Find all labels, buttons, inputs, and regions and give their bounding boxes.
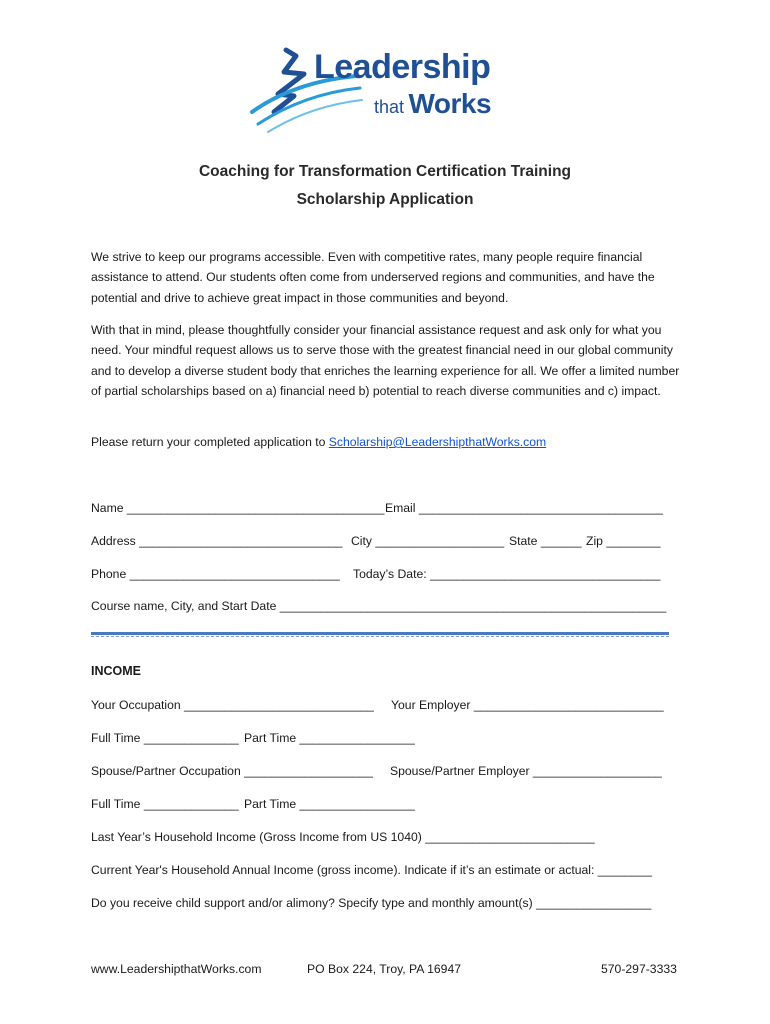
section-divider-dashed <box>91 636 669 638</box>
logo-works: Works <box>408 88 492 119</box>
spouse-employer-field[interactable]: Spouse/Partner Employer ___________________ <box>390 764 662 778</box>
course-field[interactable]: Course name, City, and Start Date _________________________________________________________ <box>91 599 667 613</box>
child-support-field[interactable]: Do you receive child support and/or alimony? Specify type and monthly amount(s) _________________ <box>91 896 652 910</box>
income-heading: INCOME <box>91 664 141 678</box>
phone-field[interactable]: Phone _______________________________ <box>91 567 340 581</box>
spouse-occupation-field[interactable]: Spouse/Partner Occupation ___________________ <box>91 764 373 778</box>
spouse-full-time-field[interactable]: Full Time ______________ <box>91 797 239 811</box>
leadership-that-works-logo <box>244 42 534 134</box>
employer-field[interactable]: Your Employer ____________________________ <box>391 698 664 712</box>
page-title: Coaching for Transformation Certification Training <box>198 163 572 180</box>
return-text: Please return your completed application to <box>91 435 329 449</box>
email-field[interactable]: Email ____________________________________ <box>385 501 663 515</box>
last-year-income-field[interactable]: Last Year’s Household Income (Gross Income from US 1040) _________________________ <box>91 830 595 844</box>
occupation-field[interactable]: Your Occupation ____________________________ <box>91 698 374 712</box>
logo-wordmark: Leadership <box>314 48 491 86</box>
logo-that: that <box>374 97 405 117</box>
scholarship-email-link[interactable]: Scholarship@LeadershipthatWorks.com <box>328 435 547 449</box>
city-field[interactable]: City ___________________ <box>351 534 505 548</box>
scholarship-paragraph: With that in mind, please thoughtfully consider your financial assistance request and ask only for what you need. Your mindful request allows us to serve those with the greatest financial need in our global community and to develop a diverse student body that enriches the learning experience for all. We offer a limited number of partial scholarships based on a) financial need b) potential to reach diverse communities and c) impact. <box>91 323 680 398</box>
return-instructions <box>91 432 681 452</box>
logo-subtitle <box>374 88 491 120</box>
spouse-part-time-field[interactable]: Part Time _________________ <box>244 797 415 811</box>
zip-field[interactable]: Zip ________ <box>586 534 661 548</box>
footer-phone: 570-297-3333 <box>601 962 677 976</box>
current-year-income-field[interactable]: Current Year's Household Annual Income (gross income). Indicate if it’s an estimate or actual: ________ <box>91 863 653 877</box>
page-subtitle: Scholarship Application <box>296 191 474 208</box>
footer-website[interactable]: www.LeadershipthatWorks.com <box>91 962 262 976</box>
today-date-field[interactable]: Today’s Date: __________________________________ <box>353 567 661 581</box>
state-field[interactable]: State ______ <box>509 534 582 548</box>
intro-paragraph: We strive to keep our programs accessible. Even with competitive rates, many people require financial assistance to attend. Our students often come from underserved regions and communities, and have the potential and drive to achieve great impact in those communities and beyond. <box>91 250 655 305</box>
address-field[interactable]: Address ______________________________ <box>91 534 343 548</box>
part-time-field[interactable]: Part Time _________________ <box>244 731 415 745</box>
name-field[interactable]: Name ______________________________________ <box>91 501 385 515</box>
section-divider <box>91 632 669 635</box>
footer-address: PO Box 224, Troy, PA 16947 <box>307 962 462 976</box>
full-time-field[interactable]: Full Time ______________ <box>91 731 239 745</box>
